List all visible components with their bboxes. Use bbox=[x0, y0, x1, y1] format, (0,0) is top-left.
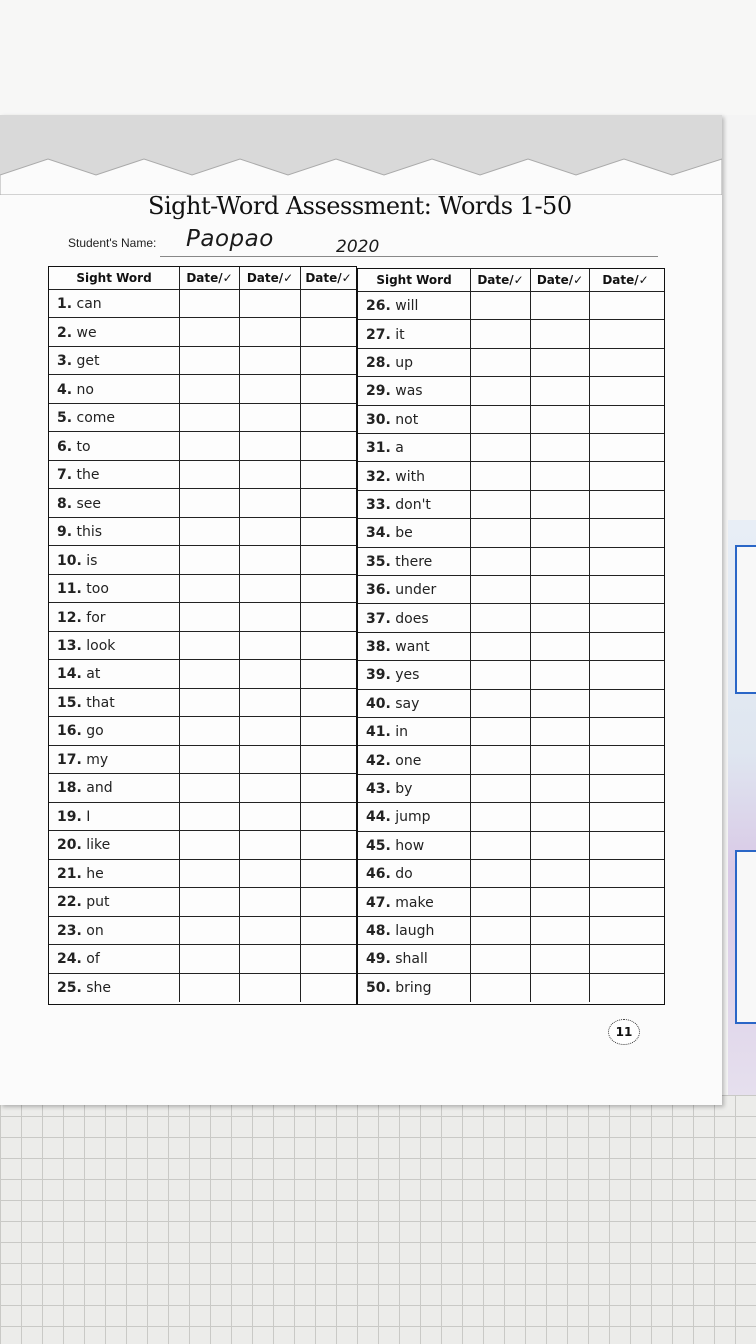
sight-word: 35. there bbox=[366, 553, 433, 570]
date-check-cell[interactable] bbox=[179, 860, 239, 888]
date-check-cell[interactable] bbox=[470, 604, 530, 632]
table-row bbox=[49, 374, 356, 403]
date-check-cell[interactable] bbox=[589, 519, 661, 547]
date-check-cell[interactable] bbox=[179, 945, 239, 973]
date-check-cell[interactable] bbox=[530, 746, 589, 774]
date-check-cell[interactable] bbox=[530, 292, 589, 320]
sight-word: 17. my bbox=[57, 751, 109, 768]
sight-word: 2. we bbox=[57, 324, 97, 341]
table-row bbox=[49, 688, 356, 717]
date-check-cell[interactable] bbox=[470, 491, 530, 519]
date-check-cell[interactable] bbox=[530, 434, 589, 462]
table-row bbox=[49, 574, 356, 603]
date-check-cell[interactable] bbox=[589, 292, 661, 320]
date-check-cell[interactable] bbox=[589, 491, 661, 519]
table-row bbox=[358, 575, 664, 604]
date-check-cell[interactable] bbox=[530, 548, 589, 576]
date-check-cell[interactable] bbox=[239, 831, 300, 859]
sight-word: 21. he bbox=[57, 865, 104, 882]
table-row bbox=[358, 547, 664, 576]
date-check-cell[interactable] bbox=[589, 945, 661, 973]
date-check-cell[interactable] bbox=[470, 548, 530, 576]
date-check-cell[interactable] bbox=[239, 347, 300, 375]
date-check-cell[interactable] bbox=[179, 603, 239, 631]
date-check-cell[interactable] bbox=[589, 349, 661, 377]
date-check-cell[interactable] bbox=[300, 717, 356, 745]
date-check-cell[interactable] bbox=[300, 461, 356, 489]
date-check-cell[interactable] bbox=[589, 832, 661, 860]
sight-word: 13. look bbox=[57, 637, 116, 654]
date-check-cell[interactable] bbox=[300, 888, 356, 916]
date-check-cell[interactable] bbox=[179, 746, 239, 774]
table-row bbox=[49, 887, 356, 916]
date-check-cell[interactable] bbox=[530, 690, 589, 718]
date-check-cell[interactable] bbox=[300, 803, 356, 831]
date-check-cell[interactable] bbox=[589, 746, 661, 774]
student-name-value: Paopao bbox=[186, 226, 274, 252]
date-check-cell[interactable] bbox=[589, 633, 661, 661]
sight-word: 46. do bbox=[366, 866, 413, 883]
date-check-cell[interactable] bbox=[300, 689, 356, 717]
header-sight-word: Sight Word bbox=[76, 271, 152, 285]
sight-word: 23. on bbox=[57, 922, 104, 939]
sight-word: 9. this bbox=[57, 524, 103, 541]
date-check-cell[interactable] bbox=[589, 860, 661, 888]
grid-paper bbox=[0, 1095, 756, 1344]
date-check-cell[interactable] bbox=[179, 660, 239, 688]
date-check-cell[interactable] bbox=[239, 489, 300, 517]
assessment-table-left bbox=[48, 266, 357, 1005]
date-check-cell[interactable] bbox=[530, 832, 589, 860]
date-check-cell[interactable] bbox=[300, 917, 356, 945]
date-check-cell[interactable] bbox=[530, 462, 589, 490]
table-row bbox=[358, 973, 664, 1002]
date-check-cell[interactable] bbox=[179, 974, 239, 1002]
table-row bbox=[358, 376, 664, 405]
date-check-cell[interactable] bbox=[179, 774, 239, 802]
student-name-label: Student's Name: bbox=[68, 236, 157, 250]
date-check-cell[interactable] bbox=[239, 575, 300, 603]
date-check-cell[interactable] bbox=[300, 432, 356, 460]
table-row bbox=[358, 887, 664, 916]
date-check-cell[interactable] bbox=[589, 320, 661, 348]
sight-word: 18. and bbox=[57, 780, 113, 797]
table-row bbox=[358, 405, 664, 434]
sight-word: 45. how bbox=[366, 837, 425, 854]
date-check-cell[interactable] bbox=[470, 462, 530, 490]
date-check-cell[interactable] bbox=[239, 746, 300, 774]
date-check-cell[interactable] bbox=[300, 974, 356, 1002]
date-check-cell[interactable] bbox=[300, 660, 356, 688]
table-header bbox=[358, 269, 664, 291]
date-check-cell[interactable] bbox=[300, 632, 356, 660]
date-check-cell[interactable] bbox=[470, 888, 530, 916]
date-check-cell[interactable] bbox=[589, 775, 661, 803]
date-check-cell[interactable] bbox=[239, 917, 300, 945]
date-check-cell[interactable] bbox=[179, 689, 239, 717]
table-row bbox=[358, 745, 664, 774]
sight-word: 34. be bbox=[366, 525, 413, 542]
date-check-cell[interactable] bbox=[589, 803, 661, 831]
table-row bbox=[49, 659, 356, 688]
table-row bbox=[49, 745, 356, 774]
sight-word: 47. make bbox=[366, 894, 434, 911]
date-check-cell[interactable] bbox=[300, 318, 356, 346]
header-date-check: Date/✓ bbox=[530, 269, 589, 291]
sight-word: 11. too bbox=[57, 581, 109, 598]
sight-word: 48. laugh bbox=[366, 922, 435, 939]
date-check-cell[interactable] bbox=[179, 803, 239, 831]
date-check-cell[interactable] bbox=[300, 404, 356, 432]
date-check-cell[interactable] bbox=[470, 292, 530, 320]
date-check-cell[interactable] bbox=[530, 519, 589, 547]
date-check-cell[interactable] bbox=[470, 576, 530, 604]
table-row bbox=[49, 916, 356, 945]
date-check-cell[interactable] bbox=[530, 633, 589, 661]
sight-word: 39. yes bbox=[366, 667, 420, 684]
sight-word: 20. like bbox=[57, 837, 111, 854]
sight-word: 3. get bbox=[57, 353, 100, 370]
sight-word: 7. the bbox=[57, 467, 100, 484]
table-row bbox=[49, 773, 356, 802]
table-header bbox=[49, 267, 356, 289]
date-check-cell[interactable] bbox=[470, 832, 530, 860]
table-row bbox=[358, 774, 664, 803]
table-row bbox=[49, 602, 356, 631]
date-check-cell[interactable] bbox=[470, 349, 530, 377]
table-row bbox=[49, 859, 356, 888]
date-check-cell[interactable] bbox=[239, 603, 300, 631]
date-check-cell[interactable] bbox=[239, 689, 300, 717]
sight-word: 15. that bbox=[57, 694, 115, 711]
date-check-cell[interactable] bbox=[530, 377, 589, 405]
table-row bbox=[358, 348, 664, 377]
date-check-cell[interactable] bbox=[239, 888, 300, 916]
sight-word: 30. not bbox=[366, 411, 419, 428]
table-row bbox=[358, 291, 664, 320]
page-number: 11 bbox=[608, 1019, 640, 1045]
date-check-cell[interactable] bbox=[470, 633, 530, 661]
table-row bbox=[358, 603, 664, 632]
sight-word: 8. see bbox=[57, 495, 102, 512]
header-date-check: Date/✓ bbox=[589, 269, 661, 291]
table-row bbox=[49, 716, 356, 745]
date-check-cell[interactable] bbox=[530, 888, 589, 916]
date-check-cell[interactable] bbox=[179, 632, 239, 660]
zigzag-border bbox=[0, 155, 722, 195]
date-check-cell[interactable] bbox=[179, 831, 239, 859]
date-check-cell[interactable] bbox=[589, 888, 661, 916]
date-check-cell[interactable] bbox=[239, 717, 300, 745]
table-row bbox=[49, 289, 356, 318]
table-row bbox=[358, 433, 664, 462]
date-check-cell[interactable] bbox=[300, 347, 356, 375]
sight-word: 41. in bbox=[366, 724, 409, 741]
sight-word: 36. under bbox=[366, 582, 437, 599]
date-check-cell[interactable] bbox=[300, 375, 356, 403]
date-check-cell[interactable] bbox=[300, 489, 356, 517]
date-check-cell[interactable] bbox=[239, 632, 300, 660]
table-row bbox=[358, 490, 664, 519]
side-tab-bottom bbox=[735, 850, 756, 1024]
date-check-cell[interactable] bbox=[239, 546, 300, 574]
date-check-cell[interactable] bbox=[530, 945, 589, 973]
date-check-cell[interactable] bbox=[589, 661, 661, 689]
date-check-cell[interactable] bbox=[470, 661, 530, 689]
date-check-cell[interactable] bbox=[589, 974, 661, 1002]
sight-word: 25. she bbox=[57, 979, 112, 996]
date-check-cell[interactable] bbox=[179, 318, 239, 346]
header-date-check: Date/✓ bbox=[470, 269, 530, 291]
date-check-cell[interactable] bbox=[179, 290, 239, 318]
header-date-check: Date/✓ bbox=[179, 267, 239, 289]
date-check-cell[interactable] bbox=[530, 775, 589, 803]
sight-word: 37. does bbox=[366, 610, 429, 627]
date-check-cell[interactable] bbox=[589, 718, 661, 746]
sight-word: 4. no bbox=[57, 381, 94, 398]
sight-word: 10. is bbox=[57, 552, 98, 569]
sight-word: 28. up bbox=[366, 354, 414, 371]
sight-word: 27. it bbox=[366, 326, 405, 343]
date-check-cell[interactable] bbox=[470, 945, 530, 973]
date-check-cell[interactable] bbox=[530, 406, 589, 434]
date-check-cell[interactable] bbox=[530, 803, 589, 831]
sight-word: 6. to bbox=[57, 438, 91, 455]
table-row bbox=[358, 717, 664, 746]
date-check-cell[interactable] bbox=[530, 718, 589, 746]
date-check-cell[interactable] bbox=[300, 603, 356, 631]
sight-word: 33. don't bbox=[366, 496, 431, 513]
table-row bbox=[358, 689, 664, 718]
sight-word: 32. with bbox=[366, 468, 425, 485]
table-row bbox=[49, 802, 356, 831]
date-check-cell[interactable] bbox=[239, 774, 300, 802]
date-check-cell[interactable] bbox=[530, 860, 589, 888]
date-check-cell[interactable] bbox=[470, 860, 530, 888]
table-row bbox=[49, 460, 356, 489]
sight-word: 22. put bbox=[57, 894, 110, 911]
date-check-cell[interactable] bbox=[300, 831, 356, 859]
date-check-cell[interactable] bbox=[239, 974, 300, 1002]
date-check-cell[interactable] bbox=[589, 462, 661, 490]
date-check-cell[interactable] bbox=[470, 320, 530, 348]
date-check-cell[interactable] bbox=[179, 518, 239, 546]
date-check-cell[interactable] bbox=[470, 718, 530, 746]
date-check-cell[interactable] bbox=[239, 404, 300, 432]
table-row bbox=[358, 802, 664, 831]
student-name-line bbox=[160, 256, 658, 257]
date-check-cell[interactable] bbox=[530, 576, 589, 604]
table-row bbox=[358, 632, 664, 661]
date-check-cell[interactable] bbox=[239, 461, 300, 489]
header-date-check: Date/✓ bbox=[239, 267, 300, 289]
date-check-cell[interactable] bbox=[179, 489, 239, 517]
date-check-cell[interactable] bbox=[530, 491, 589, 519]
date-check-cell[interactable] bbox=[470, 406, 530, 434]
date-check-cell[interactable] bbox=[530, 349, 589, 377]
table-row bbox=[358, 461, 664, 490]
background-wall bbox=[0, 0, 756, 115]
sight-word: 14. at bbox=[57, 666, 101, 683]
date-check-cell[interactable] bbox=[179, 917, 239, 945]
date-check-cell[interactable] bbox=[179, 347, 239, 375]
table-row bbox=[49, 403, 356, 432]
table-row bbox=[358, 831, 664, 860]
date-check-cell[interactable] bbox=[589, 377, 661, 405]
table-row bbox=[358, 859, 664, 888]
table-row bbox=[49, 346, 356, 375]
date-check-cell[interactable] bbox=[300, 575, 356, 603]
date-check-cell[interactable] bbox=[300, 860, 356, 888]
date-check-cell[interactable] bbox=[179, 461, 239, 489]
date-check-cell[interactable] bbox=[239, 803, 300, 831]
sight-word: 43. by bbox=[366, 780, 413, 797]
table-row bbox=[49, 944, 356, 973]
table-row bbox=[49, 488, 356, 517]
date-check-cell[interactable] bbox=[530, 917, 589, 945]
date-check-cell[interactable] bbox=[300, 945, 356, 973]
sight-word: 19. I bbox=[57, 808, 91, 825]
table-row bbox=[49, 317, 356, 346]
table-row bbox=[49, 517, 356, 546]
sight-word: 24. of bbox=[57, 951, 100, 968]
date-check-cell[interactable] bbox=[179, 432, 239, 460]
table-row bbox=[358, 916, 664, 945]
date-check-cell[interactable] bbox=[300, 518, 356, 546]
table-row bbox=[49, 431, 356, 460]
date-check-cell[interactable] bbox=[300, 290, 356, 318]
date-check-cell[interactable] bbox=[239, 432, 300, 460]
date-check-cell[interactable] bbox=[470, 803, 530, 831]
sight-word: 42. one bbox=[366, 752, 422, 769]
year-value: 2020 bbox=[336, 237, 380, 257]
sight-word: 26. will bbox=[366, 298, 419, 315]
header-date-check: Date/✓ bbox=[300, 267, 356, 289]
page-title: Sight-Word Assessment: Words 1-50 bbox=[148, 192, 572, 220]
date-check-cell[interactable] bbox=[239, 318, 300, 346]
date-check-cell[interactable] bbox=[470, 917, 530, 945]
table-row bbox=[358, 660, 664, 689]
sight-word: 1. can bbox=[57, 296, 102, 313]
sight-word: 40. say bbox=[366, 695, 420, 712]
date-check-cell[interactable] bbox=[589, 917, 661, 945]
date-check-cell[interactable] bbox=[589, 576, 661, 604]
date-check-cell[interactable] bbox=[239, 290, 300, 318]
date-check-cell[interactable] bbox=[530, 604, 589, 632]
sight-word: 44. jump bbox=[366, 809, 431, 826]
date-check-cell[interactable] bbox=[470, 746, 530, 774]
date-check-cell[interactable] bbox=[530, 974, 589, 1002]
date-check-cell[interactable] bbox=[589, 604, 661, 632]
sight-word: 31. a bbox=[366, 440, 404, 457]
date-check-cell[interactable] bbox=[300, 546, 356, 574]
date-check-cell[interactable] bbox=[179, 888, 239, 916]
date-check-cell[interactable] bbox=[530, 320, 589, 348]
sight-word: 29. was bbox=[366, 383, 423, 400]
date-check-cell[interactable] bbox=[179, 375, 239, 403]
date-check-cell[interactable] bbox=[530, 661, 589, 689]
date-check-cell[interactable] bbox=[470, 974, 530, 1002]
table-row bbox=[358, 319, 664, 348]
date-check-cell[interactable] bbox=[300, 774, 356, 802]
table-row bbox=[49, 830, 356, 859]
assessment-table-right bbox=[357, 268, 665, 1005]
sight-word: 16. go bbox=[57, 723, 104, 740]
date-check-cell[interactable] bbox=[179, 404, 239, 432]
date-check-cell[interactable] bbox=[300, 746, 356, 774]
date-check-cell[interactable] bbox=[470, 690, 530, 718]
date-check-cell[interactable] bbox=[470, 775, 530, 803]
date-check-cell[interactable] bbox=[239, 518, 300, 546]
sight-word: 38. want bbox=[366, 638, 430, 655]
table-row bbox=[49, 631, 356, 660]
date-check-cell[interactable] bbox=[589, 690, 661, 718]
sight-word: 50. bring bbox=[366, 979, 432, 996]
date-check-cell[interactable] bbox=[470, 519, 530, 547]
date-check-cell[interactable] bbox=[589, 548, 661, 576]
side-tab-top bbox=[735, 545, 756, 694]
date-check-cell[interactable] bbox=[179, 546, 239, 574]
date-check-cell[interactable] bbox=[589, 406, 661, 434]
table-row bbox=[49, 545, 356, 574]
date-check-cell[interactable] bbox=[239, 860, 300, 888]
header-sight-word: Sight Word bbox=[376, 273, 452, 287]
date-check-cell[interactable] bbox=[239, 375, 300, 403]
table-row bbox=[358, 944, 664, 973]
sight-word: 49. shall bbox=[366, 951, 428, 968]
table-row bbox=[49, 973, 356, 1002]
date-check-cell[interactable] bbox=[470, 377, 530, 405]
date-check-cell[interactable] bbox=[589, 434, 661, 462]
table-row bbox=[358, 518, 664, 547]
sight-word: 12. for bbox=[57, 609, 106, 626]
sight-word: 5. come bbox=[57, 410, 116, 427]
date-check-cell[interactable] bbox=[179, 717, 239, 745]
date-check-cell[interactable] bbox=[179, 575, 239, 603]
date-check-cell[interactable] bbox=[239, 660, 300, 688]
date-check-cell[interactable] bbox=[470, 434, 530, 462]
date-check-cell[interactable] bbox=[239, 945, 300, 973]
